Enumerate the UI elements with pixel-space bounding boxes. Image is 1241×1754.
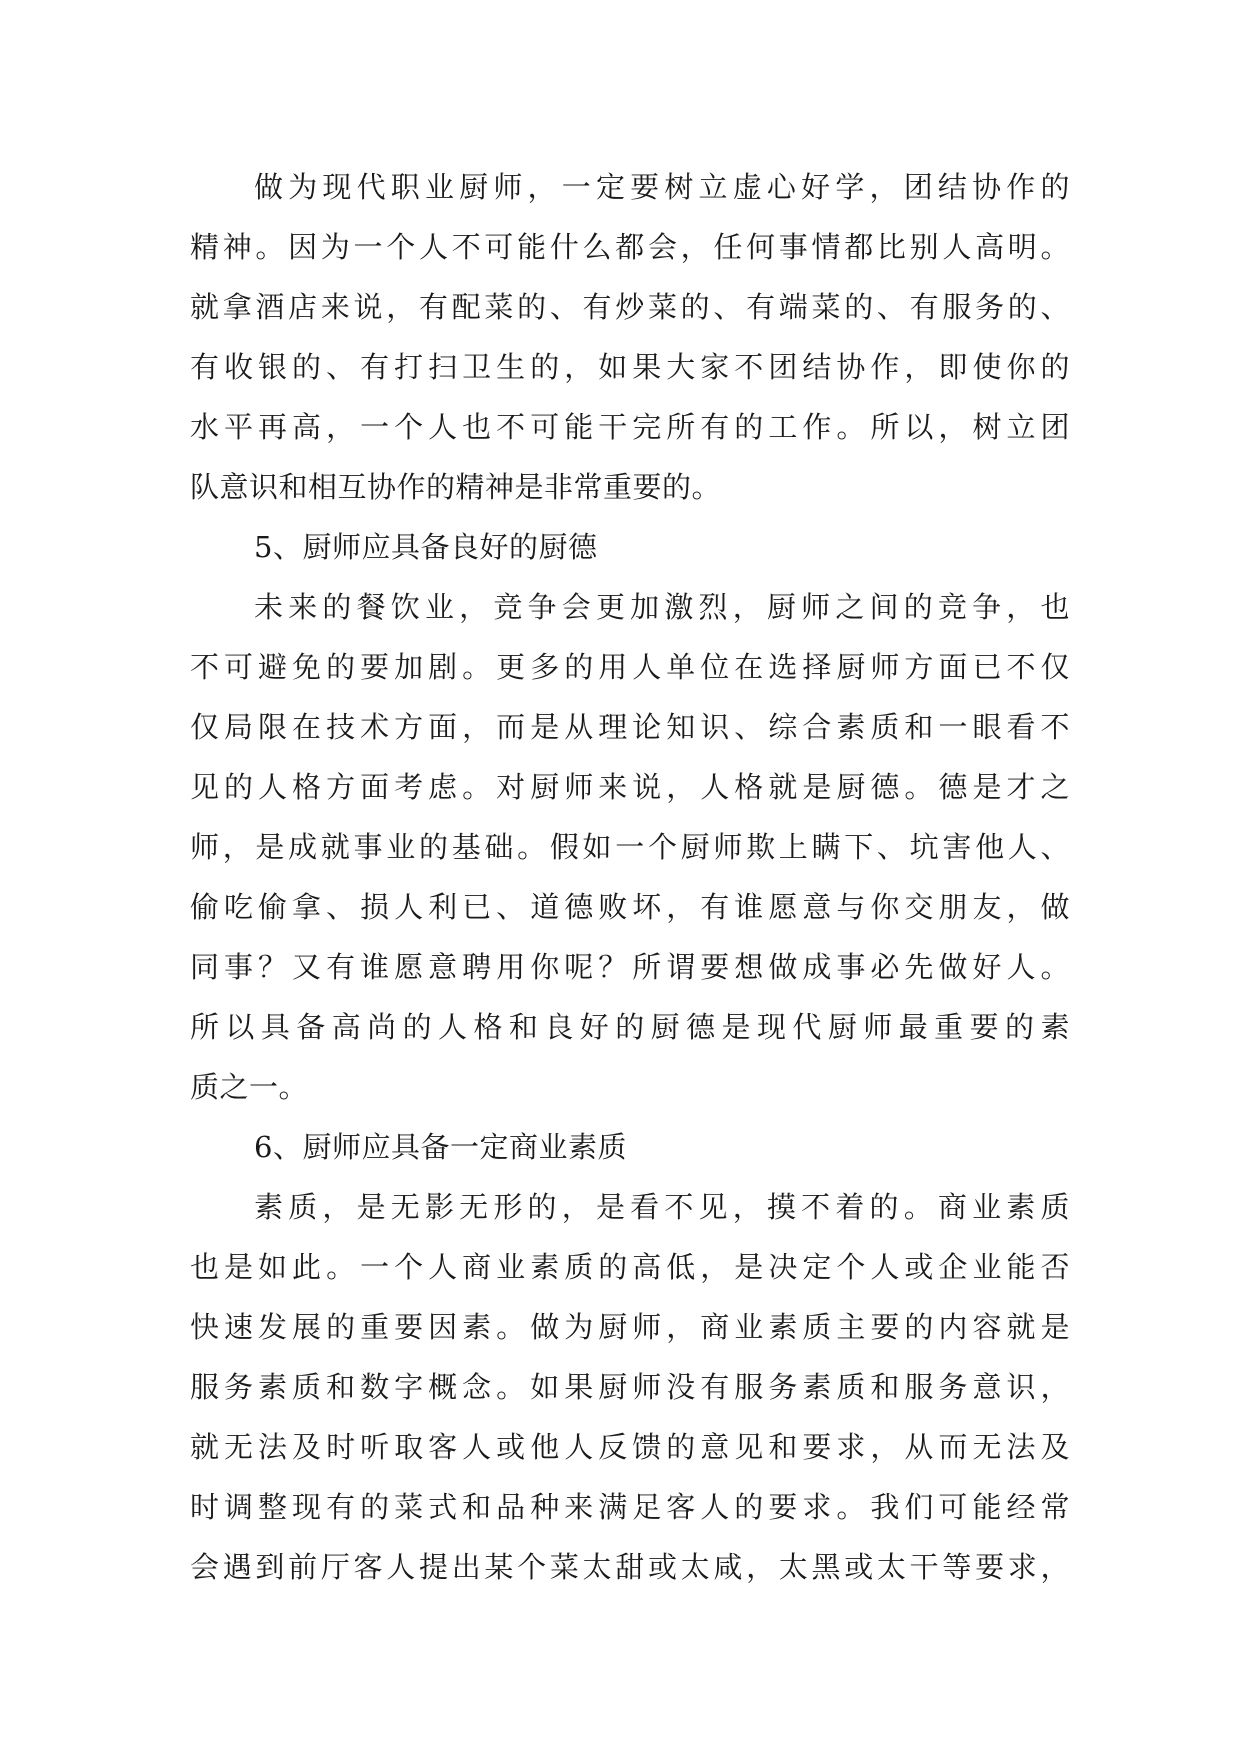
text-line: 快速发展的重要因素。做为厨师，商业素质主要的内容就是 [190, 1310, 1070, 1344]
text-line: 师，是成就事业的基础。假如一个厨师欺上瞒下、坑害他人、 [190, 830, 1070, 864]
text-line: 所以具备高尚的人格和良好的厨德是现代厨师最重要的素 [190, 1010, 1070, 1044]
text-line: 队意识和相互协作的精神是非常重要的。 [190, 470, 722, 504]
section-heading-6 [190, 1117, 1070, 1177]
text-line: 有收银的、有打扫卫生的，如果大家不团结协作，即使你的 [190, 350, 1070, 384]
text-line: 就拿酒店来说，有配菜的、有炒菜的、有端菜的、有服务的、 [190, 290, 1070, 324]
text-line: 仅局限在技术方面，而是从理论知识、综合素质和一眼看不 [190, 710, 1070, 744]
heading-text: 6、厨师应具备一定商业素质 [254, 1130, 627, 1164]
text-line: 也是如此。一个人商业素质的高低，是决定个人或企业能否 [190, 1250, 1070, 1284]
document-page [190, 157, 1070, 1597]
text-line: 见的人格方面考虑。对厨师来说，人格就是厨德。德是才之 [190, 770, 1070, 804]
text-line: 素质，是无影无形的，是看不见，摸不着的。商业素质 [254, 1190, 1070, 1224]
text-line: 未来的餐饮业，竞争会更加激烈，厨师之间的竞争，也 [254, 590, 1070, 624]
text-line: 水平再高，一个人也不可能干完所有的工作。所以，树立团 [190, 410, 1070, 444]
text-line: 时调整现有的菜式和品种来满足客人的要求。我们可能经常 [190, 1490, 1070, 1524]
text-line: 就无法及时听取客人或他人反馈的意见和要求，从而无法及 [190, 1430, 1070, 1464]
text-line: 服务素质和数字概念。如果厨师没有服务素质和服务意识， [190, 1370, 1070, 1404]
text-line: 偷吃偷拿、损人利已、道德败坏，有谁愿意与你交朋友，做 [190, 890, 1070, 924]
text-line: 不可避免的要加剧。更多的用人单位在选择厨师方面已不仅 [190, 650, 1070, 684]
paragraph-business-quality [190, 1177, 1070, 1597]
text-line: 同事？又有谁愿意聘用你呢？所谓要想做成事必先做好人。 [190, 950, 1070, 984]
text-line: 精神。因为一个人不可能什么都会，任何事情都比别人高明。 [190, 230, 1070, 264]
paragraph-teamwork [190, 157, 1070, 517]
section-heading-5 [190, 517, 1070, 577]
paragraph-chef-ethics [190, 577, 1070, 1117]
text-line: 会遇到前厅客人提出某个菜太甜或太咸，太黑或太干等要求， [190, 1550, 1070, 1584]
text-line: 做为现代职业厨师，一定要树立虚心好学，团结协作的 [254, 170, 1070, 204]
text-line: 质之一。 [190, 1070, 309, 1104]
heading-text: 5、厨师应具备良好的厨德 [254, 530, 598, 564]
